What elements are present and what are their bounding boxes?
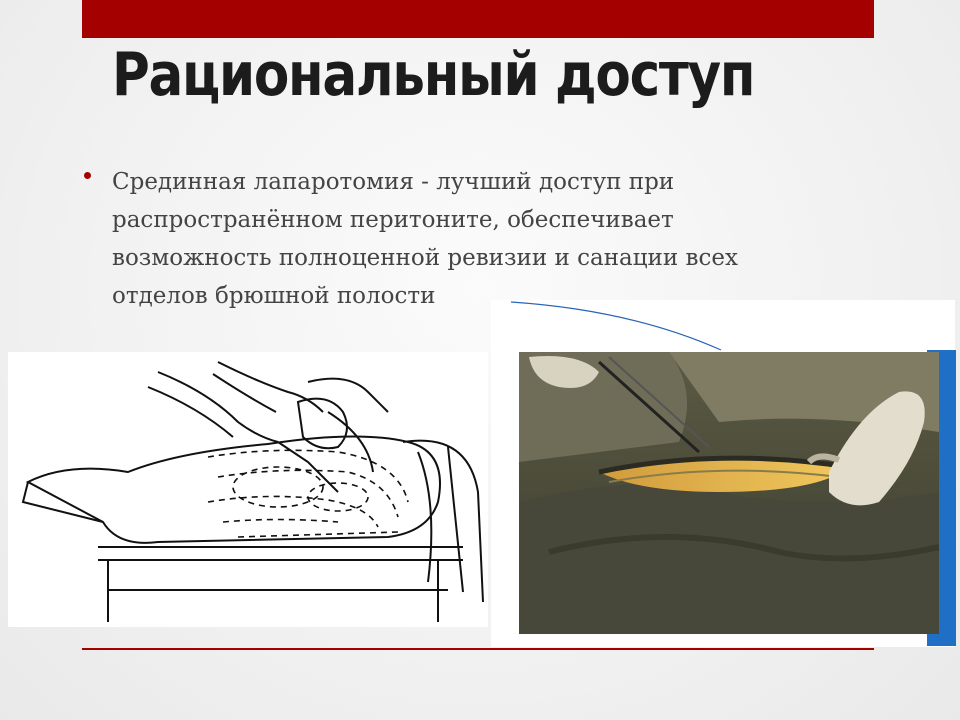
surgery-photo	[519, 352, 939, 634]
laparotomy-drawing	[8, 352, 488, 627]
slide-title: Рациональный доступ	[112, 40, 755, 110]
bullet-marker	[84, 172, 91, 179]
top-accent-bar	[82, 0, 874, 38]
bullet-text: Срединная лапаротомия - лучший доступ при распространённом перитоните, обеспечивает возможность полноценной ревизии и санации всех отделов брюшной полости	[112, 169, 738, 309]
bottom-accent-line	[82, 648, 874, 650]
